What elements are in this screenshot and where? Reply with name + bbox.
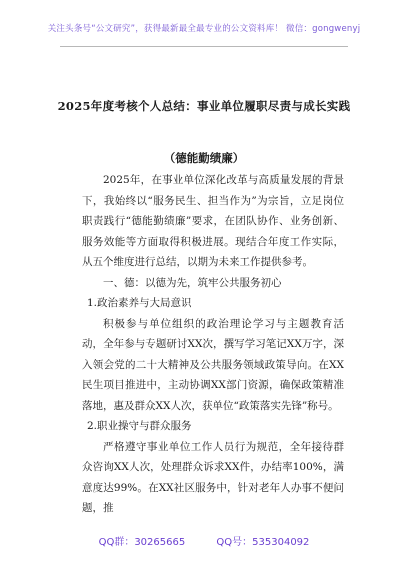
document-title: 2025年度考核个人总结：事业单位履职尽责与成长实践 — [57, 99, 351, 113]
qq-group-text: QQ群：30265665 — [98, 537, 186, 548]
footer-contact — [0, 533, 408, 548]
body-paragraph: 严格遵守事业单位工作人员行为规范，全年接待群众咨询XX人次，处理群众诉求XX件，办结率100%，满意度达99%。在XX社区服务中，针对老年人办事不便问题，推 — [82, 440, 344, 514]
subsection-heading: 1.政治素养与大局意识 — [87, 297, 192, 309]
document-body — [82, 170, 344, 519]
header-note: 关注头条号“公文研究”，获得最新最全最专业的公文资料库！ 微信：gongwenyj — [47, 24, 361, 34]
header-divider — [60, 46, 348, 47]
body-paragraph: 积极参与单位组织的政治理论学习与主题教育活动，全年参与专题研讨XX次，撰写学习笔记XX万字，深入领会党的二十大精神及公共服务领域政策导向。在XX民生项目推进中，主动协调XX部门资源，确保政策精准落地，惠及群众XX人次，获单位“政策落实先锋”称号。 — [82, 317, 344, 412]
section-heading: 一、德：以德为先，筑牢公共服务初心 — [103, 276, 282, 289]
qq-number-text: QQ号：535304092 — [216, 537, 310, 548]
intro-paragraph: 2025年，在事业单位深化改革与高质量发展的背景下，我始终以“服务民生、担当作为”为宗旨，立足岗位职责践行“德能勤绩廉”要求，在团队协作、业务创新、服务效能等方面取得积极进展。现结合年度工作实际，从五个维度进行总结，以期为未来工作提供参考。 — [82, 174, 344, 268]
document-subtitle: （德能勤绩廉） — [163, 151, 245, 165]
subsection-heading: 2.职业操守与群众服务 — [87, 420, 192, 432]
